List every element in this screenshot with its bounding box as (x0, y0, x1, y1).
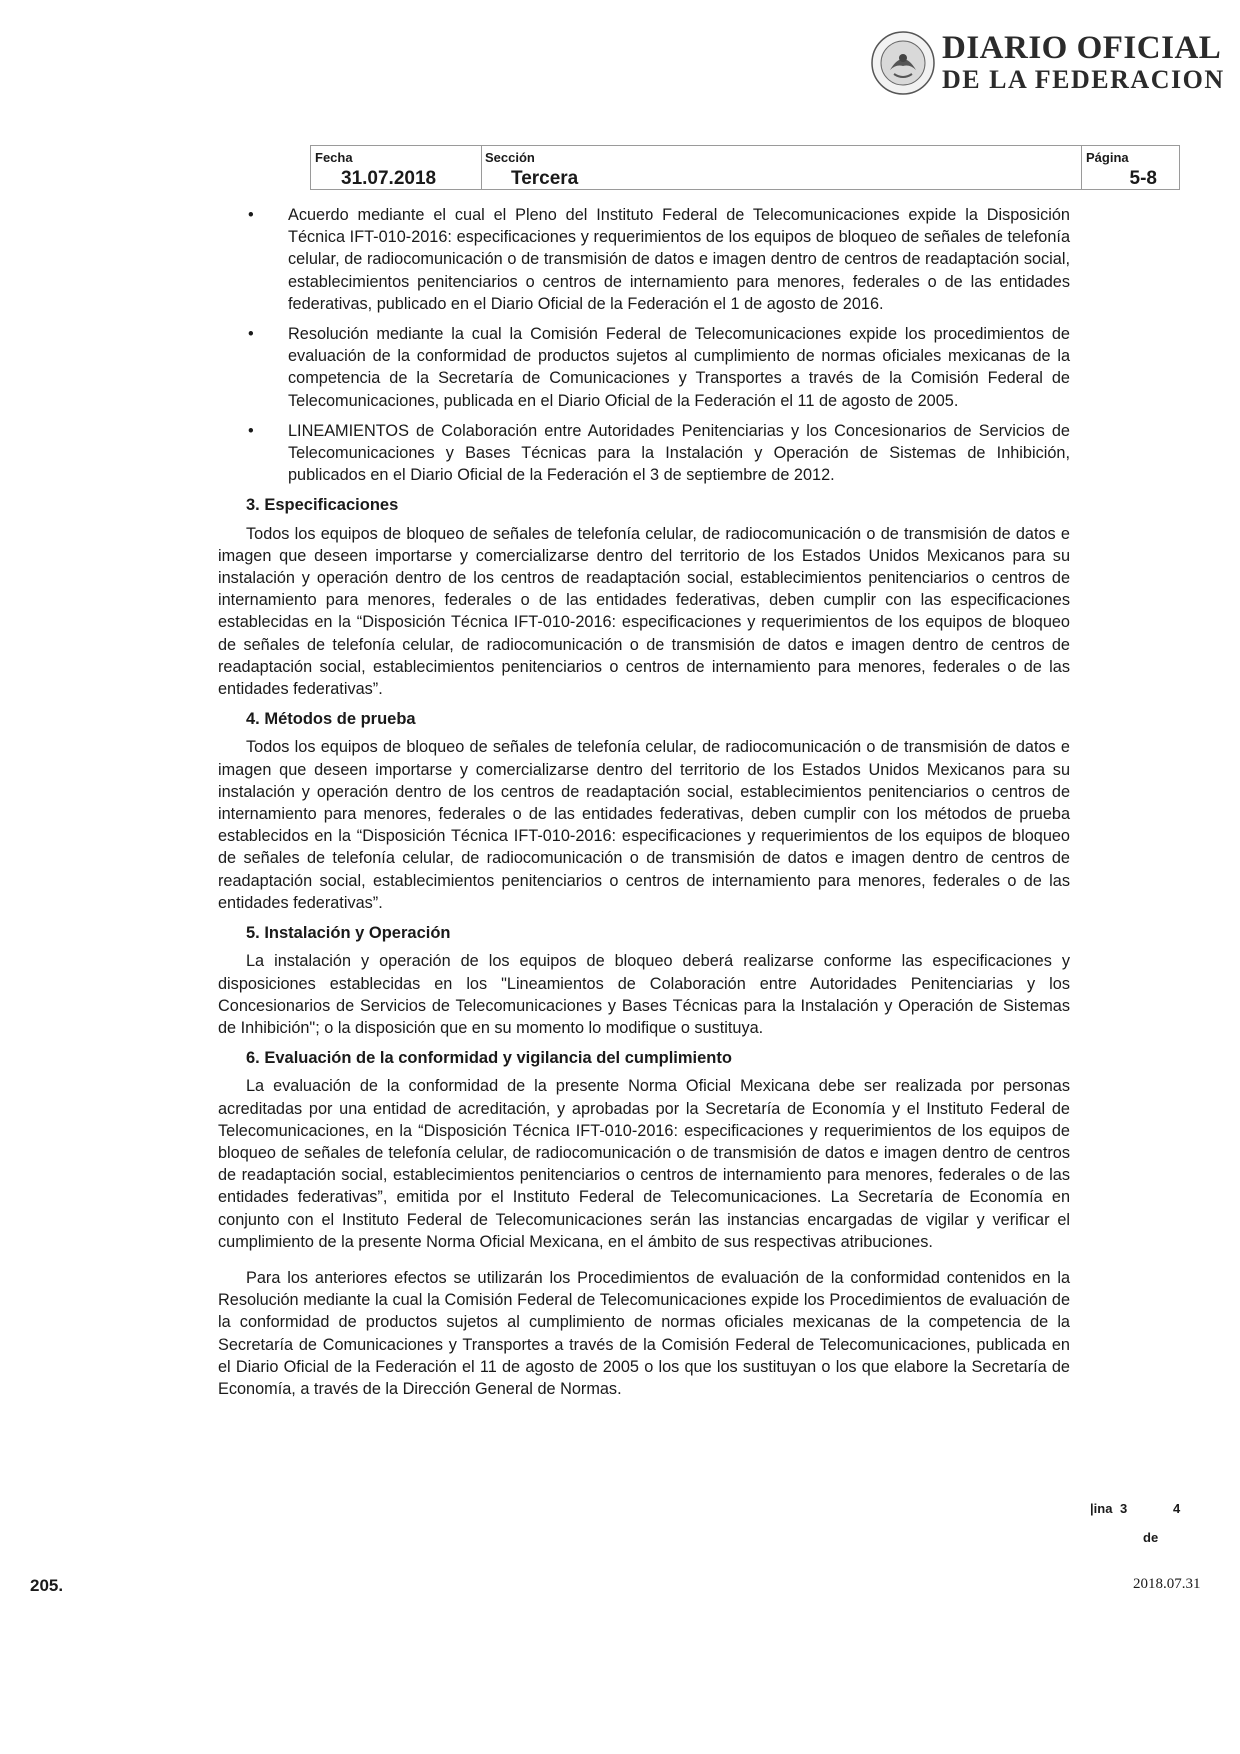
seccion-cell (481, 146, 1081, 189)
list-item-text: Resolución mediante la cual la Comisión Federal de Telecomunicaciones expide los procedimientos de evaluación de la conformidad de productos sujetos al cumplimiento de normas oficiales mexicanas de la competencia de la Secretaría de Comunicaciones y Transportes a través de la Comisión Federal de Telecomunicaciones, publicada en el Diario Oficial de la Federación el 11 de agosto de 2005. (288, 325, 1070, 410)
section-3-heading: 3. Especificaciones (246, 496, 399, 515)
section-5-heading: 5. Instalación y Operación (246, 924, 451, 943)
masthead-subtitle: DE LA FEDERACION (942, 65, 1225, 94)
pagina-label: Página (1086, 150, 1129, 165)
pager-total: 4 (1173, 1501, 1181, 1516)
seccion-value: Tercera (511, 168, 579, 189)
pager-de: de (1143, 1530, 1159, 1545)
section-5-paragraph: La instalación y operación de los equipos de bloqueo deberá realizarse conforme las especificaciones y disposiciones establecidas en los "Lineamientos de Colaboración entre Autoridades Penitenciarias y los Concesionarios de Servicios de Telecomunicaciones y Bases Técnicas para la Instalación y Operación de Sistemas de Inhibición"; o la disposición que en su momento lo modifique o sustituya. (218, 952, 1070, 1037)
section-4-heading: 4. Métodos de prueba (246, 710, 416, 729)
list-item (218, 420, 1070, 487)
bullet-icon: • (248, 421, 254, 440)
list-item (218, 323, 1070, 412)
footer-left: 205. (30, 1576, 64, 1595)
pagina-cell (1081, 146, 1179, 189)
bullet-icon: • (248, 206, 254, 224)
footer-date: 2018.07.31 (1133, 1576, 1201, 1592)
bullet-icon: • (248, 325, 254, 344)
masthead (870, 30, 1230, 96)
section-6-paragraph-2: Para los anteriores efectos se utilizarán los Procedimientos de evaluación de la conformidad contenidos en la Resolución mediante la cual la Comisión Federal de Telecomunicaciones expide los Procedimientos de evaluación de la conformidad de productos sujetos al cumplimiento de normas oficiales mexicanas de la competencia de la Secretaría de Comunicaciones y Transportes a través de la Comisión Federal de Telecomunicaciones, publicada en el Diario Oficial de la Federación el 11 de agosto de 2005 o los que los sustituyan o los que elabore la Secretaría de Economía, a través de la Dirección General de Normas. (218, 1268, 1070, 1398)
fecha-cell (311, 146, 482, 189)
list-item-text: Acuerdo mediante el cual el Pleno del Instituto Federal de Telecomunicaciones expide la Disposición Técnica IFT-010-2016: especificaciones y requerimientos de los equipos de bloqueo de señales de telefonía celular, de radiocomunicación o de transmisión de datos e imagen dentro de centros de readaptación social, establecimientos penitenciarios o centros de internamiento para menores, federales o de las entidades federativas, publicado en el Diario Oficial de la Federación el 1 de agosto de 2016. (288, 206, 1070, 313)
document-body (218, 204, 1070, 1408)
pager-current: 3 (1120, 1501, 1128, 1516)
masthead-title: DIARIO OFICIAL (942, 30, 1222, 66)
mexican-seal-icon (870, 30, 936, 96)
fecha-label: Fecha (315, 150, 353, 165)
fecha-value: 31.07.2018 (341, 168, 437, 189)
pager-label: |ina (1090, 1501, 1113, 1516)
section-6-paragraph-1: La evaluación de la conformidad de la presente Norma Oficial Mexicana debe ser realizada por personas acreditadas por una entidad de acreditación, y aprobadas por la Secretaría de Economía y el Instituto Federal de Telecomunicaciones, en la “Disposición Técnica IFT-010-2016: especificaciones y requerimientos de los equipos de bloqueo de señales de telefonía celular, de radiocomunicación o de transmisión de datos e imagen dentro de centros de readaptación social, establecimientos penitenciarios o centros de internamiento para menores, federales o de las entidades federativas”, emitida por el Instituto Federal de Telecomunicaciones. La Secretaría de Economía en conjunto con el Instituto Federal de Telecomunicaciones serán las instancias encargadas de vigilar y verificar el cumplimiento de la presente Norma Oficial Mexicana, en el ámbito de sus respectivas atribuciones. (218, 1077, 1070, 1251)
list-item-text: LINEAMIENTOS de Colaboración entre Autoridades Penitenciarias y los Concesionarios de Servicios de Telecomunicaciones y Bases Técnicas para la Instalación y Operación de Sistemas de Inhibición, publicados en el Diario Oficial de la Federación el 3 de septiembre de 2012. (288, 421, 1070, 485)
section-3-paragraph: Todos los equipos de bloqueo de señales de telefonía celular, de radiocomunicación o de transmisión de datos e imagen que deseen importarse y comercializarse dentro del territorio de los Estados Unidos Mexicanos para su instalación y operación dentro de los centros de readaptación social, establecimientos penitenciarios o centros de internamiento para menores, federales o de las entidades federativas, deben cumplir con las especificaciones establecidas en la “Disposición Técnica IFT-010-2016: especificaciones y requerimientos de los equipos de bloqueo de señales de telefonía celular, de radiocomunicación o de transmisión de datos e imagen dentro de centros de readaptación social, establecimientos penitenciarios o centros de internamiento para menores, federales o de las entidades federativas”. (218, 524, 1070, 699)
section-4-paragraph: Todos los equipos de bloqueo de señales de telefonía celular, de radiocomunicación o de transmisión de datos e imagen que deseen importarse y comercializarse dentro del territorio de los Estados Unidos Mexicanos para su instalación y operación dentro de los centros de readaptación social, establecimientos penitenciarios o centros de internamiento para menores, federales o de las entidades federativas, deben cumplir con los métodos de prueba establecidos en la “Disposición Técnica IFT-010-2016: especificaciones y requerimientos de los equipos de bloqueo de señales de telefonía celular, de radiocomunicación o de transmisión de datos e imagen dentro de centros de readaptación social, establecimientos penitenciarios o centros de internamiento para menores, federales o de las entidades federativas”. (218, 738, 1070, 912)
pagina-value: 5-8 (1129, 168, 1157, 189)
list-item (218, 204, 1070, 315)
header-table (310, 145, 1180, 190)
reference-list (218, 204, 1070, 486)
seccion-label: Sección (485, 150, 535, 165)
section-6-heading: 6. Evaluación de la conformidad y vigilancia del cumplimiento (246, 1049, 732, 1068)
